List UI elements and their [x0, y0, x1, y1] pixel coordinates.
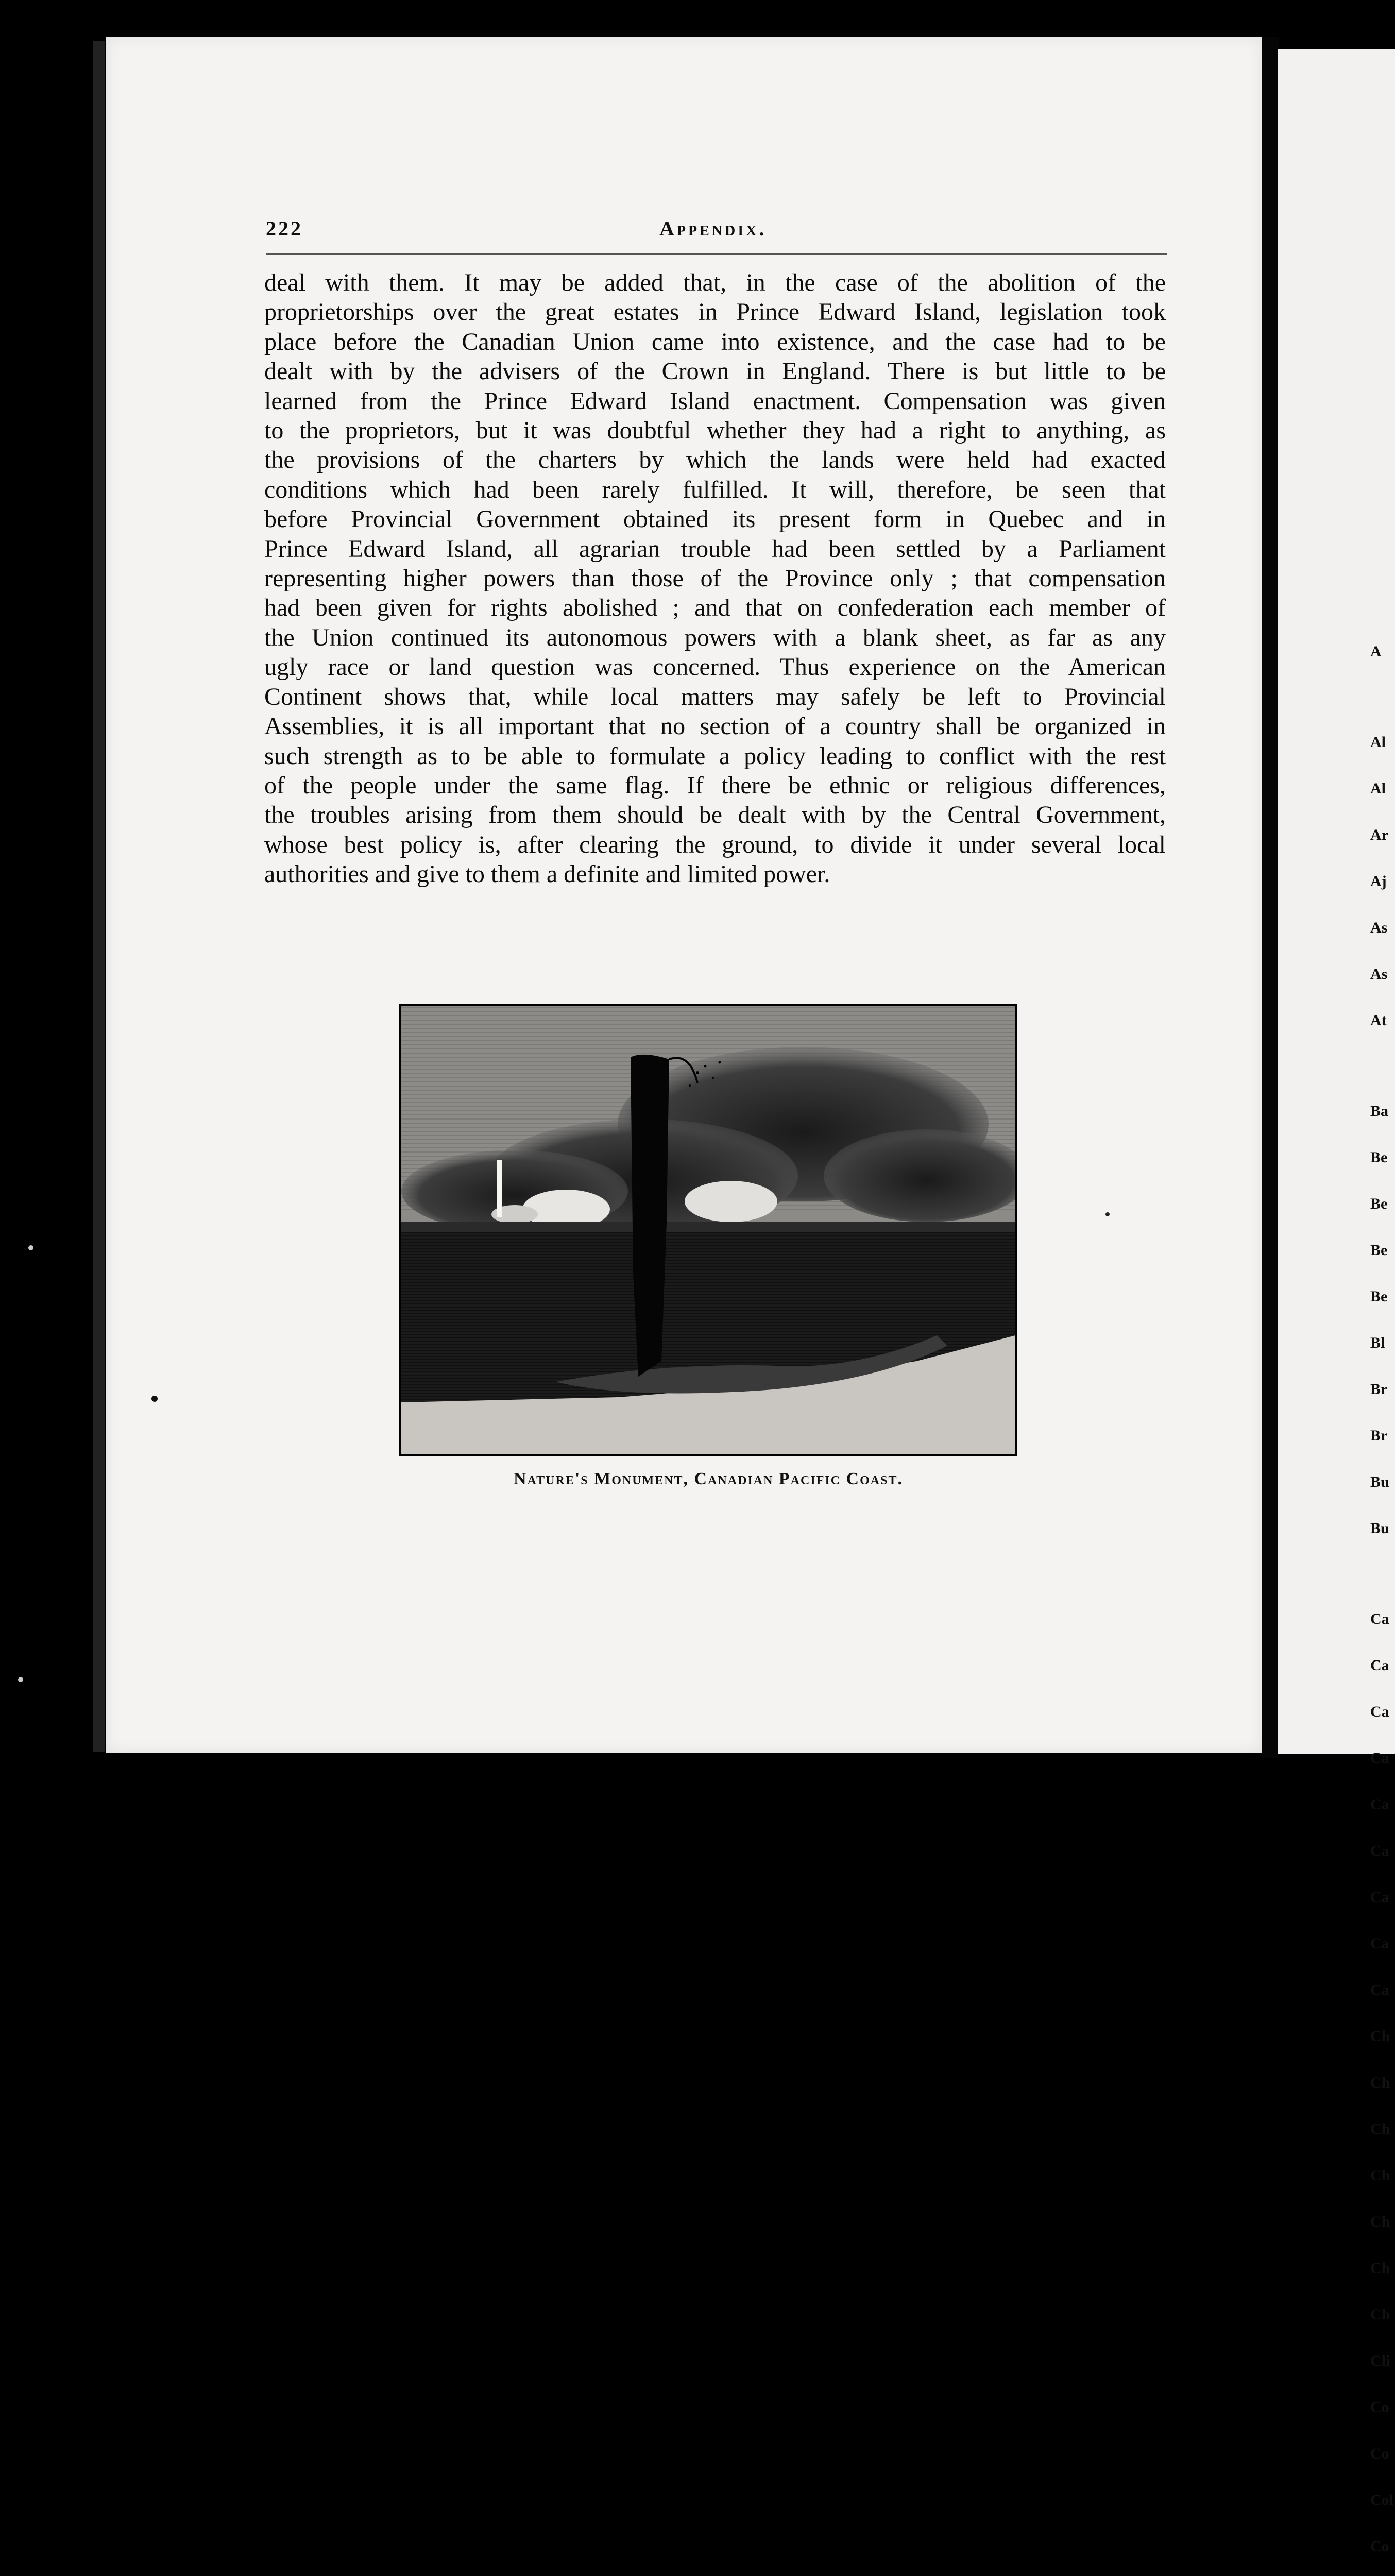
index-fragment: Ch	[1370, 2074, 1390, 2091]
text-line: proprietorships over the great estates in Prince Edward Island, legislation took	[264, 298, 1166, 326]
text-line: learned from the Prince Edward Island enactment. Compensation was given	[264, 387, 1166, 415]
text-line: deal with them. It may be added that, in the case of the abolition of the	[264, 269, 1166, 296]
index-fragment: Co	[1370, 2445, 1389, 2462]
index-fragment: Ca	[1370, 1935, 1389, 1952]
index-fragment: Ch	[1370, 2028, 1390, 2045]
index-fragment: Br	[1370, 1381, 1388, 1398]
figure-caption: Nature's Monument, Canadian Pacific Coast.	[514, 1469, 903, 1488]
text-line: authorities and give to them a definite and limited power.	[264, 860, 830, 888]
index-fragment: Ca	[1370, 1611, 1389, 1628]
text-line: dealt with by the advisers of the Crown in England. There is but little to be	[264, 358, 1166, 385]
index-fragment: Be	[1370, 1149, 1388, 1166]
text-line: Continent shows that, while local matters may safely be left to Provincial	[264, 683, 1166, 710]
running-title: Appendix.	[659, 217, 767, 240]
text-line: the Union continued its autonomous powers with a blank sheet, as far as any	[264, 623, 1166, 651]
index-fragment: Ca	[1370, 1796, 1389, 1813]
index-fragment: Ar	[1370, 826, 1388, 843]
text-line: before Provincial Government obtained its present form in Quebec and in	[264, 505, 1166, 533]
text-line: to the proprietors, but it was doubtful whether they had a right to anything, as	[264, 417, 1166, 445]
index-fragment: Col	[1370, 2492, 1393, 2509]
index-fragment: Bu	[1370, 1520, 1389, 1537]
index-fragment: A	[1370, 643, 1382, 660]
text-line: the troubles arising from them should be dealt with by the Central Government,	[264, 801, 1166, 829]
index-fragment: Ch	[1370, 2260, 1390, 2277]
text-line: ugly race or land question was concerned. Thus experience on the American	[264, 653, 1166, 681]
index-fragment: Be	[1370, 1288, 1388, 1305]
index-fragment: Al	[1370, 780, 1386, 797]
index-fragment: Ch	[1370, 2306, 1390, 2323]
index-fragment: Ca	[1370, 1981, 1389, 1998]
text-line: of the people under the same flag. If there be ethnic or religious differences,	[264, 771, 1166, 799]
index-fragment: Al	[1370, 734, 1386, 751]
text-line: conditions which had been rarely fulfilled. It will, therefore, be seen that	[264, 476, 1166, 503]
index-fragment: Cli	[1370, 2352, 1390, 2369]
index-fragment: Bl	[1370, 1334, 1385, 1351]
index-fragment: Ca	[1370, 1750, 1389, 1767]
index-fragment: Co	[1370, 2538, 1389, 2555]
index-fragment: As	[1370, 919, 1388, 936]
index-fragment: At	[1370, 1012, 1387, 1029]
index-fragment: Ch	[1370, 2167, 1390, 2184]
index-fragment: Ch	[1370, 2213, 1390, 2230]
text-line: such strength as to be able to formulate a policy leading to conflict with the rest	[264, 742, 1166, 770]
index-fragment: Aj	[1370, 873, 1387, 890]
page-number: 222	[266, 217, 303, 240]
index-fragment: Be	[1370, 1242, 1388, 1259]
index-fragment: Co	[1370, 2399, 1389, 2416]
index-fragment: Ca	[1370, 1889, 1389, 1906]
text-line: the provisions of the charters by which the lands were held had exacted	[264, 446, 1166, 474]
index-fragment: As	[1370, 965, 1388, 982]
text-line: representing higher powers than those of the Province only ; that compensation	[264, 565, 1166, 592]
index-fragment: Br	[1370, 1427, 1388, 1444]
index-fragment: Ca	[1370, 1842, 1389, 1859]
index-fragment: Ca	[1370, 1657, 1389, 1674]
index-fragment: Be	[1370, 1195, 1388, 1212]
text-line: whose best policy is, after clearing the ground, to divide it under several local	[264, 831, 1166, 858]
index-fragment: Ch	[1370, 2121, 1390, 2138]
index-fragment: Bu	[1370, 1473, 1389, 1490]
index-fragment: Ca	[1370, 1703, 1389, 1720]
text-line: Assemblies, it is all important that no section of a country shall be organized in	[264, 713, 1166, 740]
text-line: had been given for rights abolished ; and that on confederation each member of	[264, 594, 1166, 622]
index-fragment: Ba	[1370, 1103, 1389, 1120]
text-line: place before the Canadian Union came into existence, and the case had to be	[264, 328, 1166, 355]
text-line: Prince Edward Island, all agrarian trouble had been settled by a Parliament	[264, 535, 1166, 563]
